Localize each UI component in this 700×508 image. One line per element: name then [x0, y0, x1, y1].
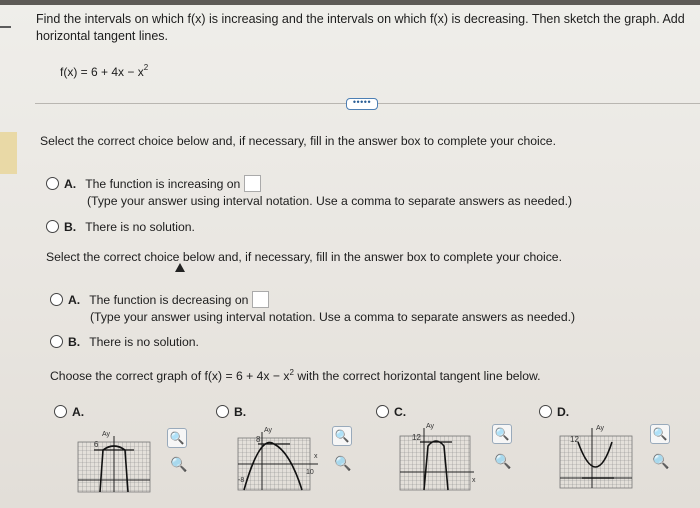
graph-a-zoom-out-icon[interactable]: 🔍	[170, 456, 188, 472]
mouse-cursor-icon	[175, 263, 185, 272]
graph-option-a[interactable]	[54, 405, 93, 419]
graph-d-zoom-out-icon[interactable]: 🔍	[652, 453, 670, 469]
part2-option-a-letter: A.	[68, 293, 81, 307]
graph-b-y-tick: 8	[256, 435, 261, 444]
part2-option-a-text: The function is decreasing on	[89, 293, 249, 307]
part2-answer-box[interactable]	[252, 291, 269, 308]
graph-option-c-letter: C.	[394, 405, 407, 419]
graph-c-x-axis-label: x	[472, 477, 476, 484]
part3-instruction	[50, 368, 541, 383]
graph-c-y-axis-label: Ay	[426, 423, 435, 430]
graph-d-y-tick: 12	[570, 435, 579, 444]
part1-option-a-letter: A.	[64, 177, 77, 191]
function-expression	[60, 63, 148, 79]
part2-instruction: Select the correct choice below and, if necessary, fill in the answer box to complete your choice.	[46, 250, 562, 264]
graph-d-zoom-in-icon[interactable]: 🔍	[650, 424, 670, 444]
part2-radio-b[interactable]	[50, 335, 63, 348]
left-strip	[0, 132, 17, 174]
graph-option-b-letter: B.	[234, 405, 247, 419]
graph-b-zoom-out-icon[interactable]: 🔍	[334, 455, 352, 471]
part1-option-a[interactable]	[46, 175, 572, 209]
part2-option-a[interactable]	[50, 291, 575, 325]
graph-b-x-axis-label: x	[314, 453, 318, 460]
graph-b-x-tick: 10	[306, 469, 314, 476]
part2-option-b-letter: B.	[68, 335, 81, 349]
graph-d-y-axis-label: Ay	[596, 425, 605, 432]
graph-c-zoom-out-icon[interactable]: 🔍	[494, 453, 512, 469]
left-rule	[0, 26, 11, 28]
top-edge	[0, 0, 700, 5]
part3-instruction-rhs: with the correct horizontal tangent line below.	[293, 369, 541, 384]
part2-option-b-text: There is no solution.	[89, 335, 199, 349]
part2-option-a-note: (Type your answer using interval notation. Use a comma to separate answers as needed.)	[90, 310, 576, 324]
more-button[interactable]: •••••	[346, 98, 378, 110]
question-text: Find the intervals on which f(x) is increasing and the intervals on which f(x) is decreasing. Then sketch the graph. Add horizontal tangent lines.	[36, 12, 685, 43]
graph-b-zoom-in-icon[interactable]: 🔍	[332, 426, 352, 446]
graph-option-d-letter: D.	[557, 405, 570, 419]
graph-a-zoom-in-icon[interactable]: 🔍	[167, 428, 187, 448]
graph-a-y-tick: 6	[94, 440, 99, 449]
graph-radio-d[interactable]	[539, 405, 552, 418]
graph-c[interactable]	[396, 420, 486, 494]
part1-option-a-text: The function is increasing on	[85, 177, 241, 191]
part1-instruction: Select the correct choice below and, if necessary, fill in the answer box to complete your choice.	[40, 134, 556, 148]
graph-option-b[interactable]	[216, 405, 255, 419]
part2-radio-a[interactable]	[50, 293, 63, 306]
graph-c-y-tick: 12	[412, 433, 421, 442]
graph-a-y-axis-label: Ay	[102, 431, 111, 438]
part1-option-b-letter: B.	[64, 220, 77, 234]
part1-option-b-text: There is no solution.	[85, 220, 195, 234]
graph-option-a-letter: A.	[72, 405, 85, 419]
function-exponent: 2	[143, 63, 149, 72]
graph-b-neg-tick: -8	[238, 477, 245, 484]
graph-radio-b[interactable]	[216, 405, 229, 418]
graph-a[interactable]	[74, 426, 154, 496]
graph-b-y-axis-label: Ay	[264, 427, 273, 434]
graph-option-d[interactable]	[539, 405, 578, 419]
part3-instruction-lhs: Choose the correct graph of f(x) = 6 + 4x − x	[50, 369, 290, 384]
part3-instruction-exp: 2	[289, 368, 294, 377]
graph-c-zoom-in-icon[interactable]: 🔍	[492, 424, 512, 444]
graph-d[interactable]	[556, 420, 638, 494]
part1-option-a-note: (Type your answer using interval notation. Use a comma to separate answers as needed.)	[87, 194, 573, 208]
graph-radio-a[interactable]	[54, 405, 67, 418]
function-lhs: f(x) = 6 + 4x − x	[60, 65, 144, 79]
graph-b[interactable]	[234, 424, 324, 496]
part2-option-b[interactable]	[50, 334, 199, 350]
part1-radio-a[interactable]	[46, 177, 59, 190]
part1-option-b[interactable]	[46, 219, 195, 235]
part1-radio-b[interactable]	[46, 220, 59, 233]
graph-option-c[interactable]	[376, 405, 415, 419]
part1-answer-box[interactable]	[244, 175, 261, 192]
graph-radio-c[interactable]	[376, 405, 389, 418]
